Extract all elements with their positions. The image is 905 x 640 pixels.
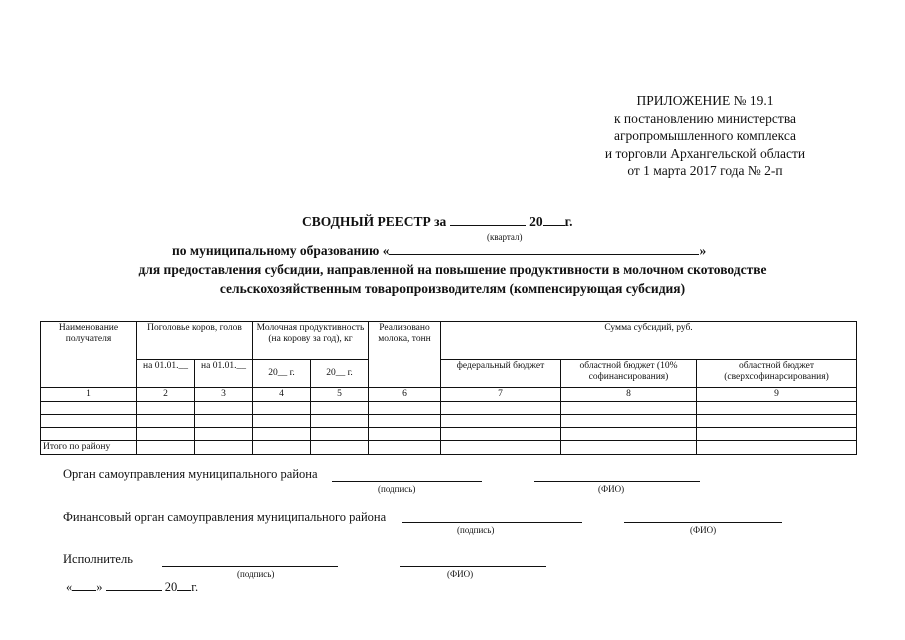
table-row[interactable] [41,402,857,415]
table-cell[interactable] [311,428,369,441]
table-cell[interactable] [137,402,195,415]
date-quote-close: » [96,580,103,594]
name-caption: (ФИО) [598,484,625,494]
header-livestock: Поголовье коров, голов [137,322,253,360]
finance-signature-line[interactable] [402,522,582,523]
registry-title-suffix: г. [564,214,573,229]
name-caption: (ФИО) [690,525,717,535]
table-cell[interactable] [195,402,253,415]
header-on-date-1: на 01.01.__ [137,360,195,388]
signature-caption: (подпись) [237,569,275,579]
municipality-field[interactable] [389,254,699,255]
signature-caption: (подпись) [457,525,495,535]
header-regional-cofin: областной бюджет (10% софинансирования) [561,360,697,388]
header-year-2: 20__ г. [311,360,369,388]
column-number: 5 [311,388,369,402]
table-cell[interactable] [41,415,137,428]
header-milk-sold: Реализовано молока, тонн [369,322,441,388]
header-federal: федеральный бюджет [441,360,561,388]
table-cell[interactable] [441,402,561,415]
table-cell[interactable] [137,428,195,441]
column-number: 1 [41,388,137,402]
header-on-date-2: на 01.01.__ [195,360,253,388]
table-cell[interactable] [369,402,441,415]
quarter-field[interactable] [450,225,526,226]
column-numbers-row [41,388,857,402]
table-cell[interactable] [441,428,561,441]
registry-title-year: 20 [529,214,543,229]
table-cell[interactable] [561,402,697,415]
appendix-line-4: и торговли Архангельской области [604,145,806,161]
table-cell[interactable] [311,415,369,428]
table-cell[interactable] [137,441,195,455]
table-cell[interactable] [253,428,311,441]
column-number: 6 [369,388,441,402]
registry-title [302,214,573,230]
column-number: 4 [253,388,311,402]
appendix-line-2: к постановлению министерства [613,110,797,126]
table-cell[interactable] [369,428,441,441]
table-cell[interactable] [561,428,697,441]
column-number: 2 [137,388,195,402]
day-field[interactable] [72,590,96,591]
appendix-title: ПРИЛОЖЕНИЕ № 19.1 [636,93,774,108]
table-cell[interactable] [253,415,311,428]
municipality-line [172,243,706,259]
table-row[interactable] [41,415,857,428]
header-year-1: 20__ г. [253,360,311,388]
table-cell[interactable] [369,415,441,428]
appendix-header [560,92,850,180]
header-subsidy-sum: Сумма субсидий, руб. [441,322,857,360]
header-productivity: Молочная продуктивность (на корову за год), кг [253,322,369,360]
body-label: Орган самоуправления муниципального района [63,467,318,481]
table-cell[interactable] [697,441,857,455]
table-cell[interactable] [697,402,857,415]
table-row[interactable] [41,428,857,441]
total-row [41,441,857,455]
table-cell[interactable] [195,441,253,455]
date-quote-open: « [66,580,73,594]
date-line [66,580,198,595]
municipality-prefix: по муниципальному образованию [172,243,380,258]
name-caption: (ФИО) [447,569,474,579]
month-field[interactable] [106,590,162,591]
executor-name-line[interactable] [400,566,546,567]
appendix-line-5: от 1 марта 2017 года № 2-п [627,163,783,178]
header-recipient: Наименование получателя [41,322,137,388]
table-cell[interactable] [369,441,441,455]
registry-table [40,321,857,455]
table-cell[interactable] [697,415,857,428]
total-label: Итого по району [41,441,137,455]
table-cell[interactable] [41,402,137,415]
year-field[interactable] [543,225,565,226]
body-signature-line[interactable] [332,481,482,482]
subsidy-recipients: сельскохозяйственным товаропроизводителям (компенсирующая субсидия) [219,281,686,296]
table-cell[interactable] [441,415,561,428]
table-cell[interactable] [311,402,369,415]
finance-label: Финансовый орган самоуправления муниципального района [63,510,387,524]
table-cell[interactable] [253,402,311,415]
signature-caption: (подпись) [378,484,416,494]
table-cell[interactable] [195,428,253,441]
column-number: 8 [561,388,697,402]
quarter-caption: (квартал) [487,232,523,242]
column-number: 3 [195,388,253,402]
date-year: 20 [164,580,178,594]
table-cell[interactable] [561,415,697,428]
appendix-line-3: агропромышленного комплекса [614,128,796,143]
column-number: 7 [441,388,561,402]
table-cell[interactable] [195,415,253,428]
finance-name-line[interactable] [624,522,782,523]
subsidy-purpose: для предоставления субсидии, направленной на повышение продуктивности в молочном скотоводстве [138,262,767,277]
executor-label: Исполнитель [63,552,133,566]
municipality-quote-close: » [699,243,707,258]
header-regional-over: областной бюджет (сверхсофинарсирования) [697,360,857,388]
registry-title-prefix: СВОДНЫЙ РЕЕСТР за [302,214,447,229]
table-cell[interactable] [137,415,195,428]
executor-signature-line[interactable] [162,566,338,567]
table-cell[interactable] [311,441,369,455]
column-number: 9 [697,388,857,402]
table-cell[interactable] [697,428,857,441]
table-cell[interactable] [441,441,561,455]
municipality-quote-open: « [382,243,390,258]
body-name-line[interactable] [534,481,700,482]
table-cell[interactable] [561,441,697,455]
table-cell[interactable] [253,441,311,455]
date-year-field[interactable] [177,590,191,591]
table-cell[interactable] [41,428,137,441]
date-suffix: г. [191,580,199,594]
